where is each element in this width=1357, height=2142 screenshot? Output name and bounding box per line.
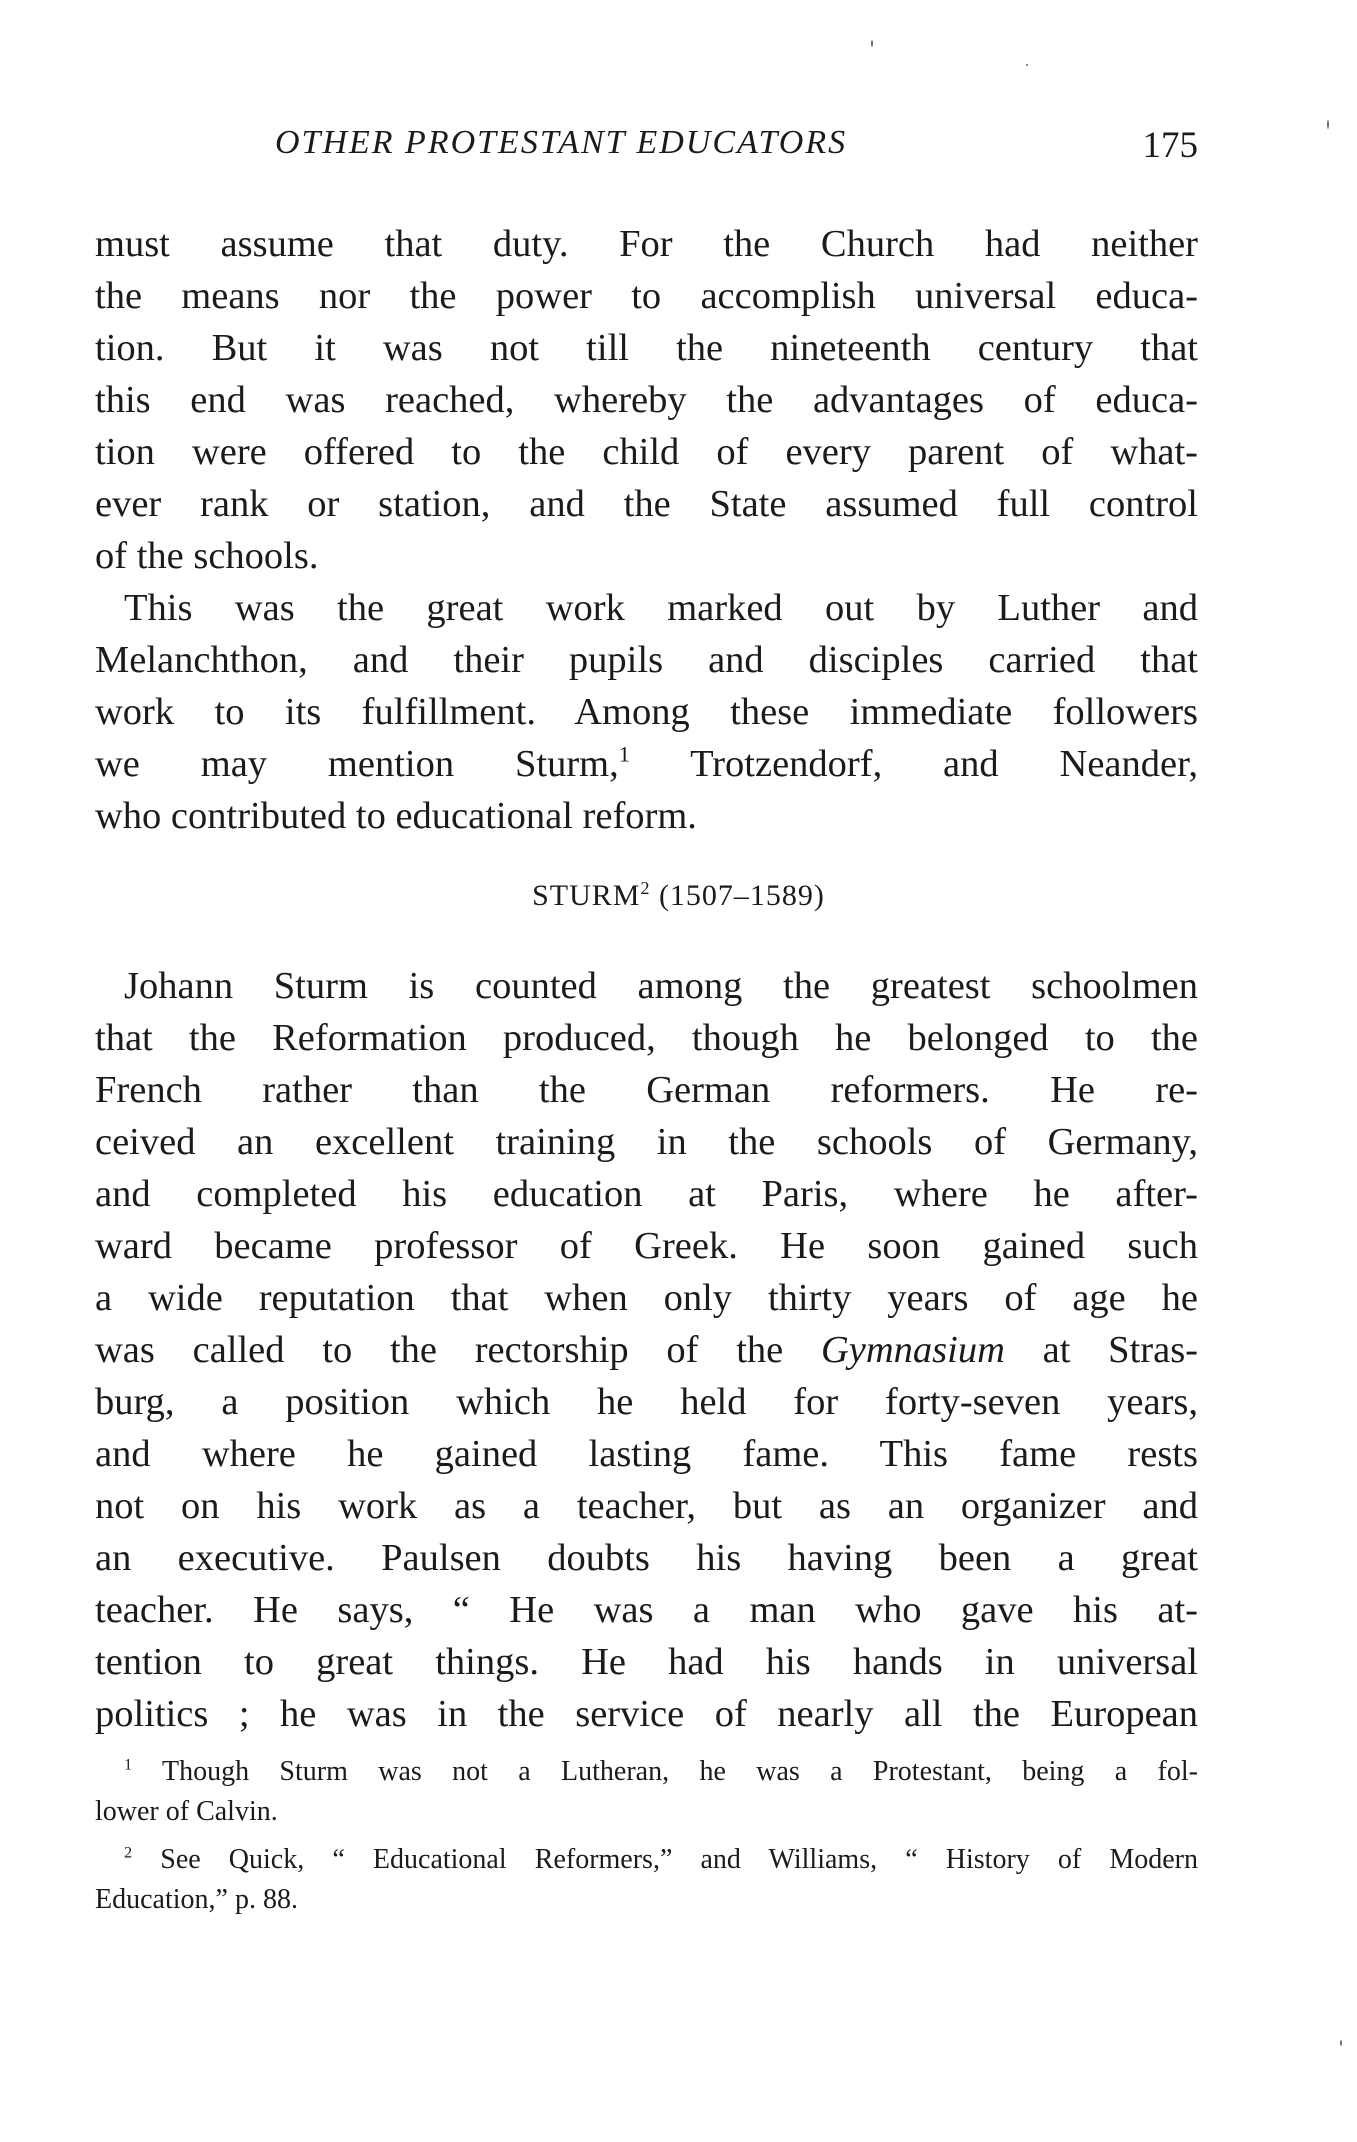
paragraph-3-line-14: tention to great things. He had his hands in universal — [95, 1641, 1198, 1683]
paragraph-2-line-5: who contributed to educational reform. — [95, 795, 697, 837]
line-text: we may mention Sturm, — [95, 743, 619, 785]
footnote-1-line-2: lower of Calvin. — [95, 1796, 278, 1827]
paragraph-3-line-8 — [95, 1324, 1198, 1376]
running-title: OTHER PROTESTANT EDUCATORS — [275, 124, 848, 161]
paragraph-1-line-4: this end was reached, whereby the advantages of educa- — [95, 379, 1198, 421]
section-heading — [0, 876, 1357, 916]
paragraph-3-line-11: not on his work as a teacher, but as an organizer and — [95, 1485, 1198, 1527]
page-number: 175 — [1142, 125, 1198, 166]
paragraph-3-line-13: teacher. He says, “ He was a man who gave his at- — [95, 1589, 1198, 1631]
paragraph-3-line-5: and completed his education at Paris, where he after- — [95, 1173, 1198, 1215]
paragraph-1-line-5: tion were offered to the child of every parent of what- — [95, 431, 1198, 473]
scan-speck — [1340, 2040, 1342, 2046]
paragraph-2-line-1: This was the great work marked out by Luther and — [124, 587, 1198, 629]
scan-speck — [1327, 120, 1329, 129]
footnote-reference-2[interactable]: 2 — [640, 878, 651, 899]
paragraph-1-line-1: must assume that duty. For the Church had neither — [95, 223, 1198, 265]
paragraph-2-line-2: Melanchthon, and their pupils and disciples carried that — [95, 639, 1198, 681]
paragraph-1-line-7: of the schools. — [95, 535, 319, 577]
line-text: at Stras- — [1004, 1329, 1199, 1371]
section-dates: (1507–1589) — [650, 879, 825, 912]
line-text: Trotzendorf, and Neander, — [629, 743, 1198, 785]
paragraph-3-line-2: that the Reformation produced, though he belonged to the — [95, 1017, 1198, 1059]
paragraph-3-line-7: a wide reputation that when only thirty years of age he — [95, 1277, 1198, 1319]
scan-speck — [1026, 64, 1028, 66]
footnote-2-line-2: Education,” p. 88. — [95, 1884, 298, 1915]
paragraph-3-line-3: French rather than the German reformers. He re- — [95, 1069, 1198, 1111]
italic-term: Gymnasium — [820, 1329, 1005, 1371]
paragraph-3-line-4: ceived an excellent training in the schools of Germany, — [95, 1121, 1198, 1163]
page-header — [95, 124, 1198, 184]
paragraph-3-line-9: burg, a position which he held for forty-seven years, — [95, 1381, 1198, 1423]
paragraph-3-line-15: politics ; he was in the service of nearly all the European — [95, 1693, 1198, 1735]
paragraph-3-line-1: Johann Sturm is counted among the greatest schoolmen — [124, 965, 1198, 1007]
paragraph-1-line-6: ever rank or station, and the State assumed full control — [95, 483, 1198, 525]
paragraph-1-line-2: the means nor the power to accomplish universal educa- — [95, 275, 1198, 317]
footnote-reference-1[interactable]: 1 — [618, 741, 630, 767]
paragraph-3-line-12: an executive. Paulsen doubts his having been a great — [95, 1537, 1198, 1579]
paragraph-3-line-10: and where he gained lasting fame. This fame rests — [95, 1433, 1198, 1475]
footnote-2-text: See Quick, “ Educational Reformers,” and Williams, “ History of Modern — [132, 1844, 1198, 1875]
paragraph-2-line-3: work to its fulfillment. Among these immediate followers — [95, 691, 1198, 733]
footnote-1-text: Though Sturm was not a Lutheran, he was a Protestant, being a fol- — [132, 1756, 1198, 1787]
footnote-1-line-1 — [124, 1752, 1198, 1792]
paragraph-1-line-3: tion. But it was not till the nineteenth century that — [95, 327, 1198, 369]
section-name: STURM — [532, 879, 641, 912]
paragraph-2-line-4 — [95, 738, 1198, 790]
footnote-2-marker: 2 — [124, 1843, 133, 1862]
scan-speck — [871, 40, 873, 47]
paragraph-3-line-6: ward became professor of Greek. He soon gained such — [95, 1225, 1198, 1267]
footnote-1-marker: 1 — [124, 1755, 133, 1774]
footnote-2-line-1 — [124, 1840, 1198, 1880]
line-text: was called to the rectorship of the — [95, 1329, 821, 1371]
